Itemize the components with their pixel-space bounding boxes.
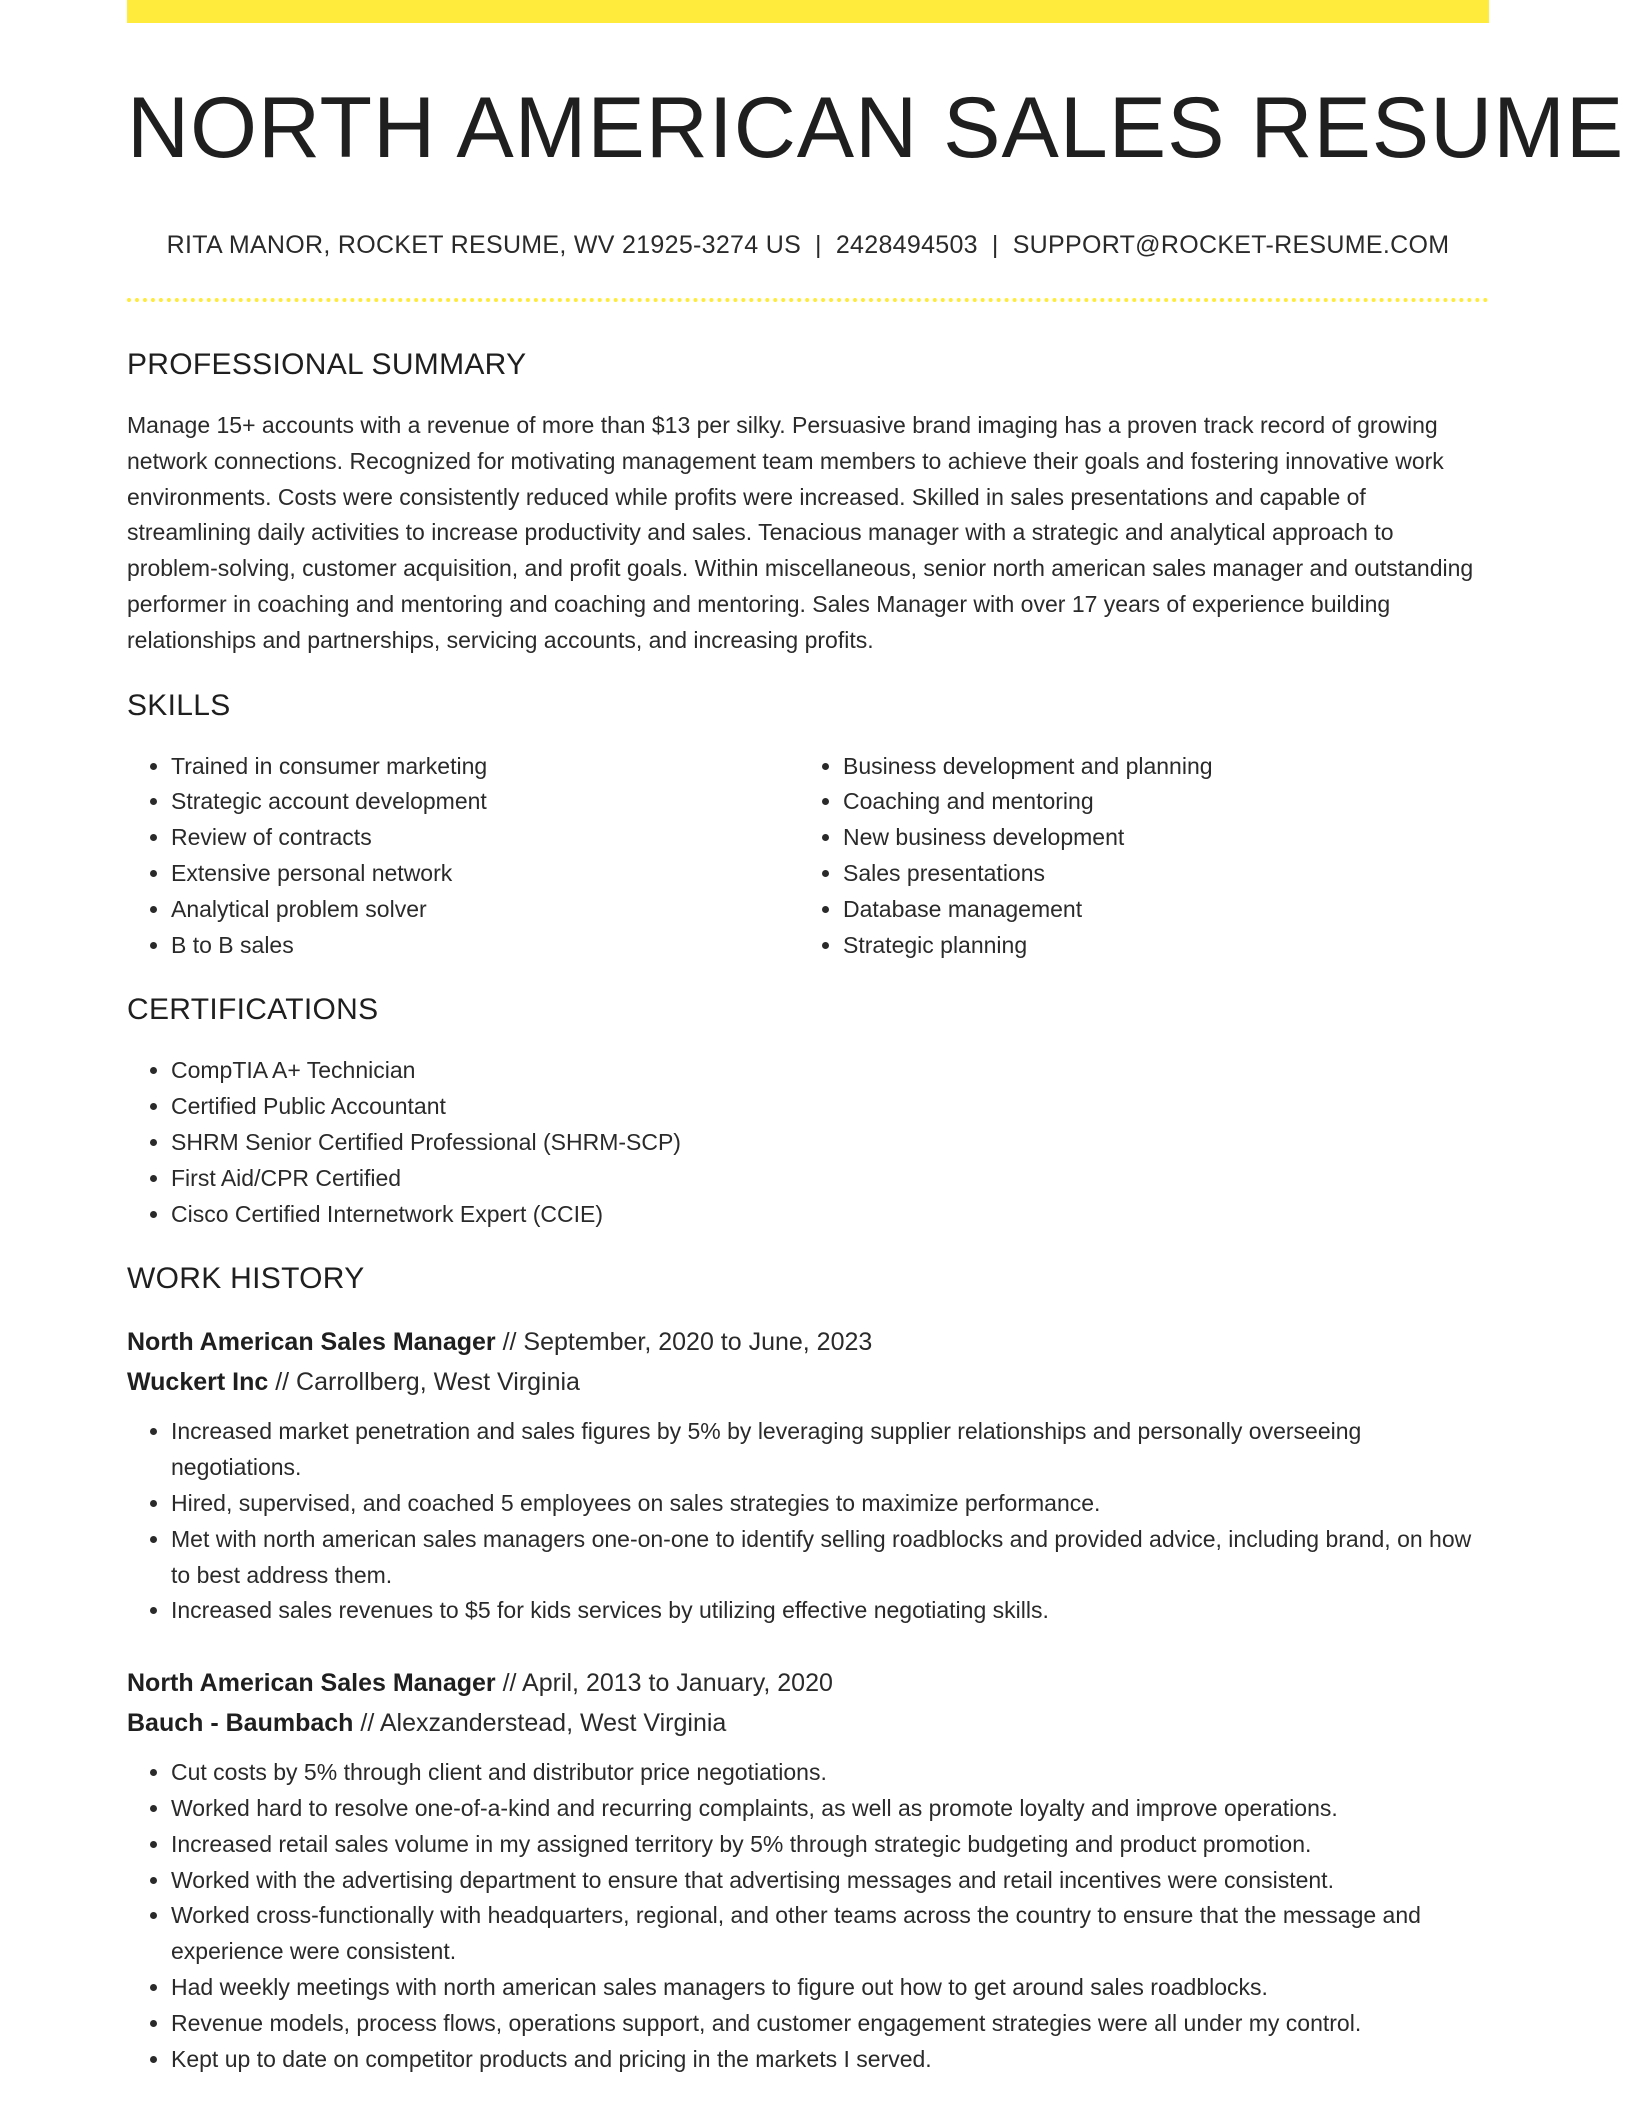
skills-right-list — [799, 749, 1471, 964]
job-bullet-list — [127, 1755, 1489, 2077]
certification-item: • First Aid/CPR Certified — [171, 1161, 1489, 1197]
job-bullet: • Increased market penetration and sales figures by 5% by leveraging supplier relationships and personally overseeing negotiations. — [171, 1414, 1489, 1486]
job-entry — [127, 1322, 1489, 1629]
skill-item: • Sales presentations — [843, 856, 1471, 892]
skill-item: • Review of contracts — [171, 820, 799, 856]
skills-grid — [127, 749, 1489, 964]
jobs-container — [127, 1322, 1489, 2077]
skill-item: • Trained in consumer marketing — [171, 749, 799, 785]
certification-item: • Certified Public Accountant — [171, 1089, 1489, 1125]
job-bullet-list — [127, 1414, 1489, 1629]
summary-heading: PROFESSIONAL SUMMARY — [127, 348, 527, 381]
skill-item: • New business development — [843, 820, 1471, 856]
job-title-line — [127, 1663, 1489, 1703]
certification-item: • CompTIA A+ Technician — [171, 1053, 1489, 1089]
job-location: // Carrollberg, West Virginia — [268, 1368, 580, 1397]
certification-item: • SHRM Senior Certified Professional (SHRM-SCP) — [171, 1125, 1489, 1161]
contact-email[interactable]: SUPPORT@ROCKET-RESUME.COM — [1012, 231, 1450, 259]
certifications-heading: CERTIFICATIONS — [127, 993, 379, 1027]
job-bullet: • Kept up to date on competitor products and pricing in the markets I served. — [171, 2042, 1489, 2078]
work-history-heading: WORK HISTORY — [127, 1262, 365, 1296]
skill-item: • Database management — [843, 892, 1471, 928]
job-company-line — [127, 1362, 1489, 1402]
skill-item: • Strategic account development — [171, 784, 799, 820]
dotted-divider — [127, 298, 1489, 302]
job-bullet: • Revenue models, process flows, operations support, and customer engagement strategies were all under my control. — [171, 2006, 1489, 2042]
skill-item: • Analytical problem solver — [171, 892, 799, 928]
job-title: North American Sales Manager — [127, 1328, 496, 1357]
job-location: // Alexzanderstead, West Virginia — [353, 1709, 727, 1738]
job-bullet: • Cut costs by 5% through client and distributor price negotiations. — [171, 1755, 1489, 1791]
job-company-line — [127, 1703, 1489, 1743]
skills-left-list — [127, 749, 799, 964]
accent-top-bar — [127, 0, 1489, 23]
job-bullet: • Met with north american sales managers one-on-one to identify selling roadblocks and provided advice, including brand, on how to best address them. — [171, 1522, 1489, 1594]
job-bullet: • Worked with the advertising department to ensure that advertising messages and retail incentives were consistent. — [171, 1863, 1489, 1899]
job-title: North American Sales Manager — [127, 1669, 496, 1698]
job-title-line — [127, 1322, 1489, 1362]
skill-item: • Strategic planning — [843, 928, 1471, 964]
resume-page — [127, 0, 1625, 2077]
job-bullet: • Worked cross-functionally with headquarters, regional, and other teams across the country to ensure that the message and experience were consistent. — [171, 1898, 1489, 1970]
job-entry — [127, 1663, 1489, 2077]
certifications-list — [127, 1053, 1489, 1232]
job-bullet: • Had weekly meetings with north american sales managers to figure out how to get around sales roadblocks. — [171, 1970, 1489, 2006]
skills-heading: SKILLS — [127, 688, 231, 722]
skill-item: • Coaching and mentoring — [843, 784, 1471, 820]
contact-separator: | — [815, 231, 822, 259]
contact-address: RITA MANOR, ROCKET RESUME, WV 21925-3274 US — [166, 231, 802, 259]
job-dates: // September, 2020 to June, 2023 — [495, 1328, 873, 1357]
contact-phone: 2428494503 — [835, 231, 978, 259]
certification-item: • Cisco Certified Internetwork Expert (CCIE) — [171, 1197, 1489, 1233]
job-dates: // April, 2013 to January, 2020 — [495, 1669, 833, 1698]
job-bullet: • Worked hard to resolve one-of-a-kind and recurring complaints, as well as promote loyalty and improve operations. — [171, 1791, 1489, 1827]
skill-item: • Business development and planning — [843, 749, 1471, 785]
skill-item: • Extensive personal network — [171, 856, 799, 892]
job-company: Bauch - Baumbach — [127, 1709, 354, 1738]
contact-separator: | — [991, 231, 999, 259]
skill-item: • B to B sales — [171, 928, 799, 964]
job-company: Wuckert Inc — [127, 1368, 269, 1397]
contact-line — [127, 231, 1489, 260]
job-bullet: • Increased retail sales volume in my assigned territory by 5% through strategic budgeting and product promotion. — [171, 1827, 1489, 1863]
job-bullet: • Increased sales revenues to $5 for kids services by utilizing effective negotiating skills. — [171, 1593, 1489, 1629]
resume-title: NORTH AMERICAN SALES RESUME — [127, 80, 1625, 176]
job-bullet: • Hired, supervised, and coached 5 employees on sales strategies to maximize performance. — [171, 1486, 1489, 1522]
summary-text: Manage 15+ accounts with a revenue of more than $13 per silky. Persuasive brand imaging has a proven track record of growing network connections. Recognized for motivating management team members to achieve their goals and fostering innovative work environments. Costs were consistently reduced while profits were increased. Skilled in sales presentations and capable of streamlining daily activities to increase productivity and sales. Tenacious manager with a strategic and analytical approach to problem-solving, customer acquisition, and profit goals. Within miscellaneous, senior north american sales manager and outstanding performer in coaching and mentoring and coaching and mentoring. Sales Manager with over 17 years of experience building relationships and partnerships, servicing accounts, and increasing profits. — [127, 412, 1474, 653]
